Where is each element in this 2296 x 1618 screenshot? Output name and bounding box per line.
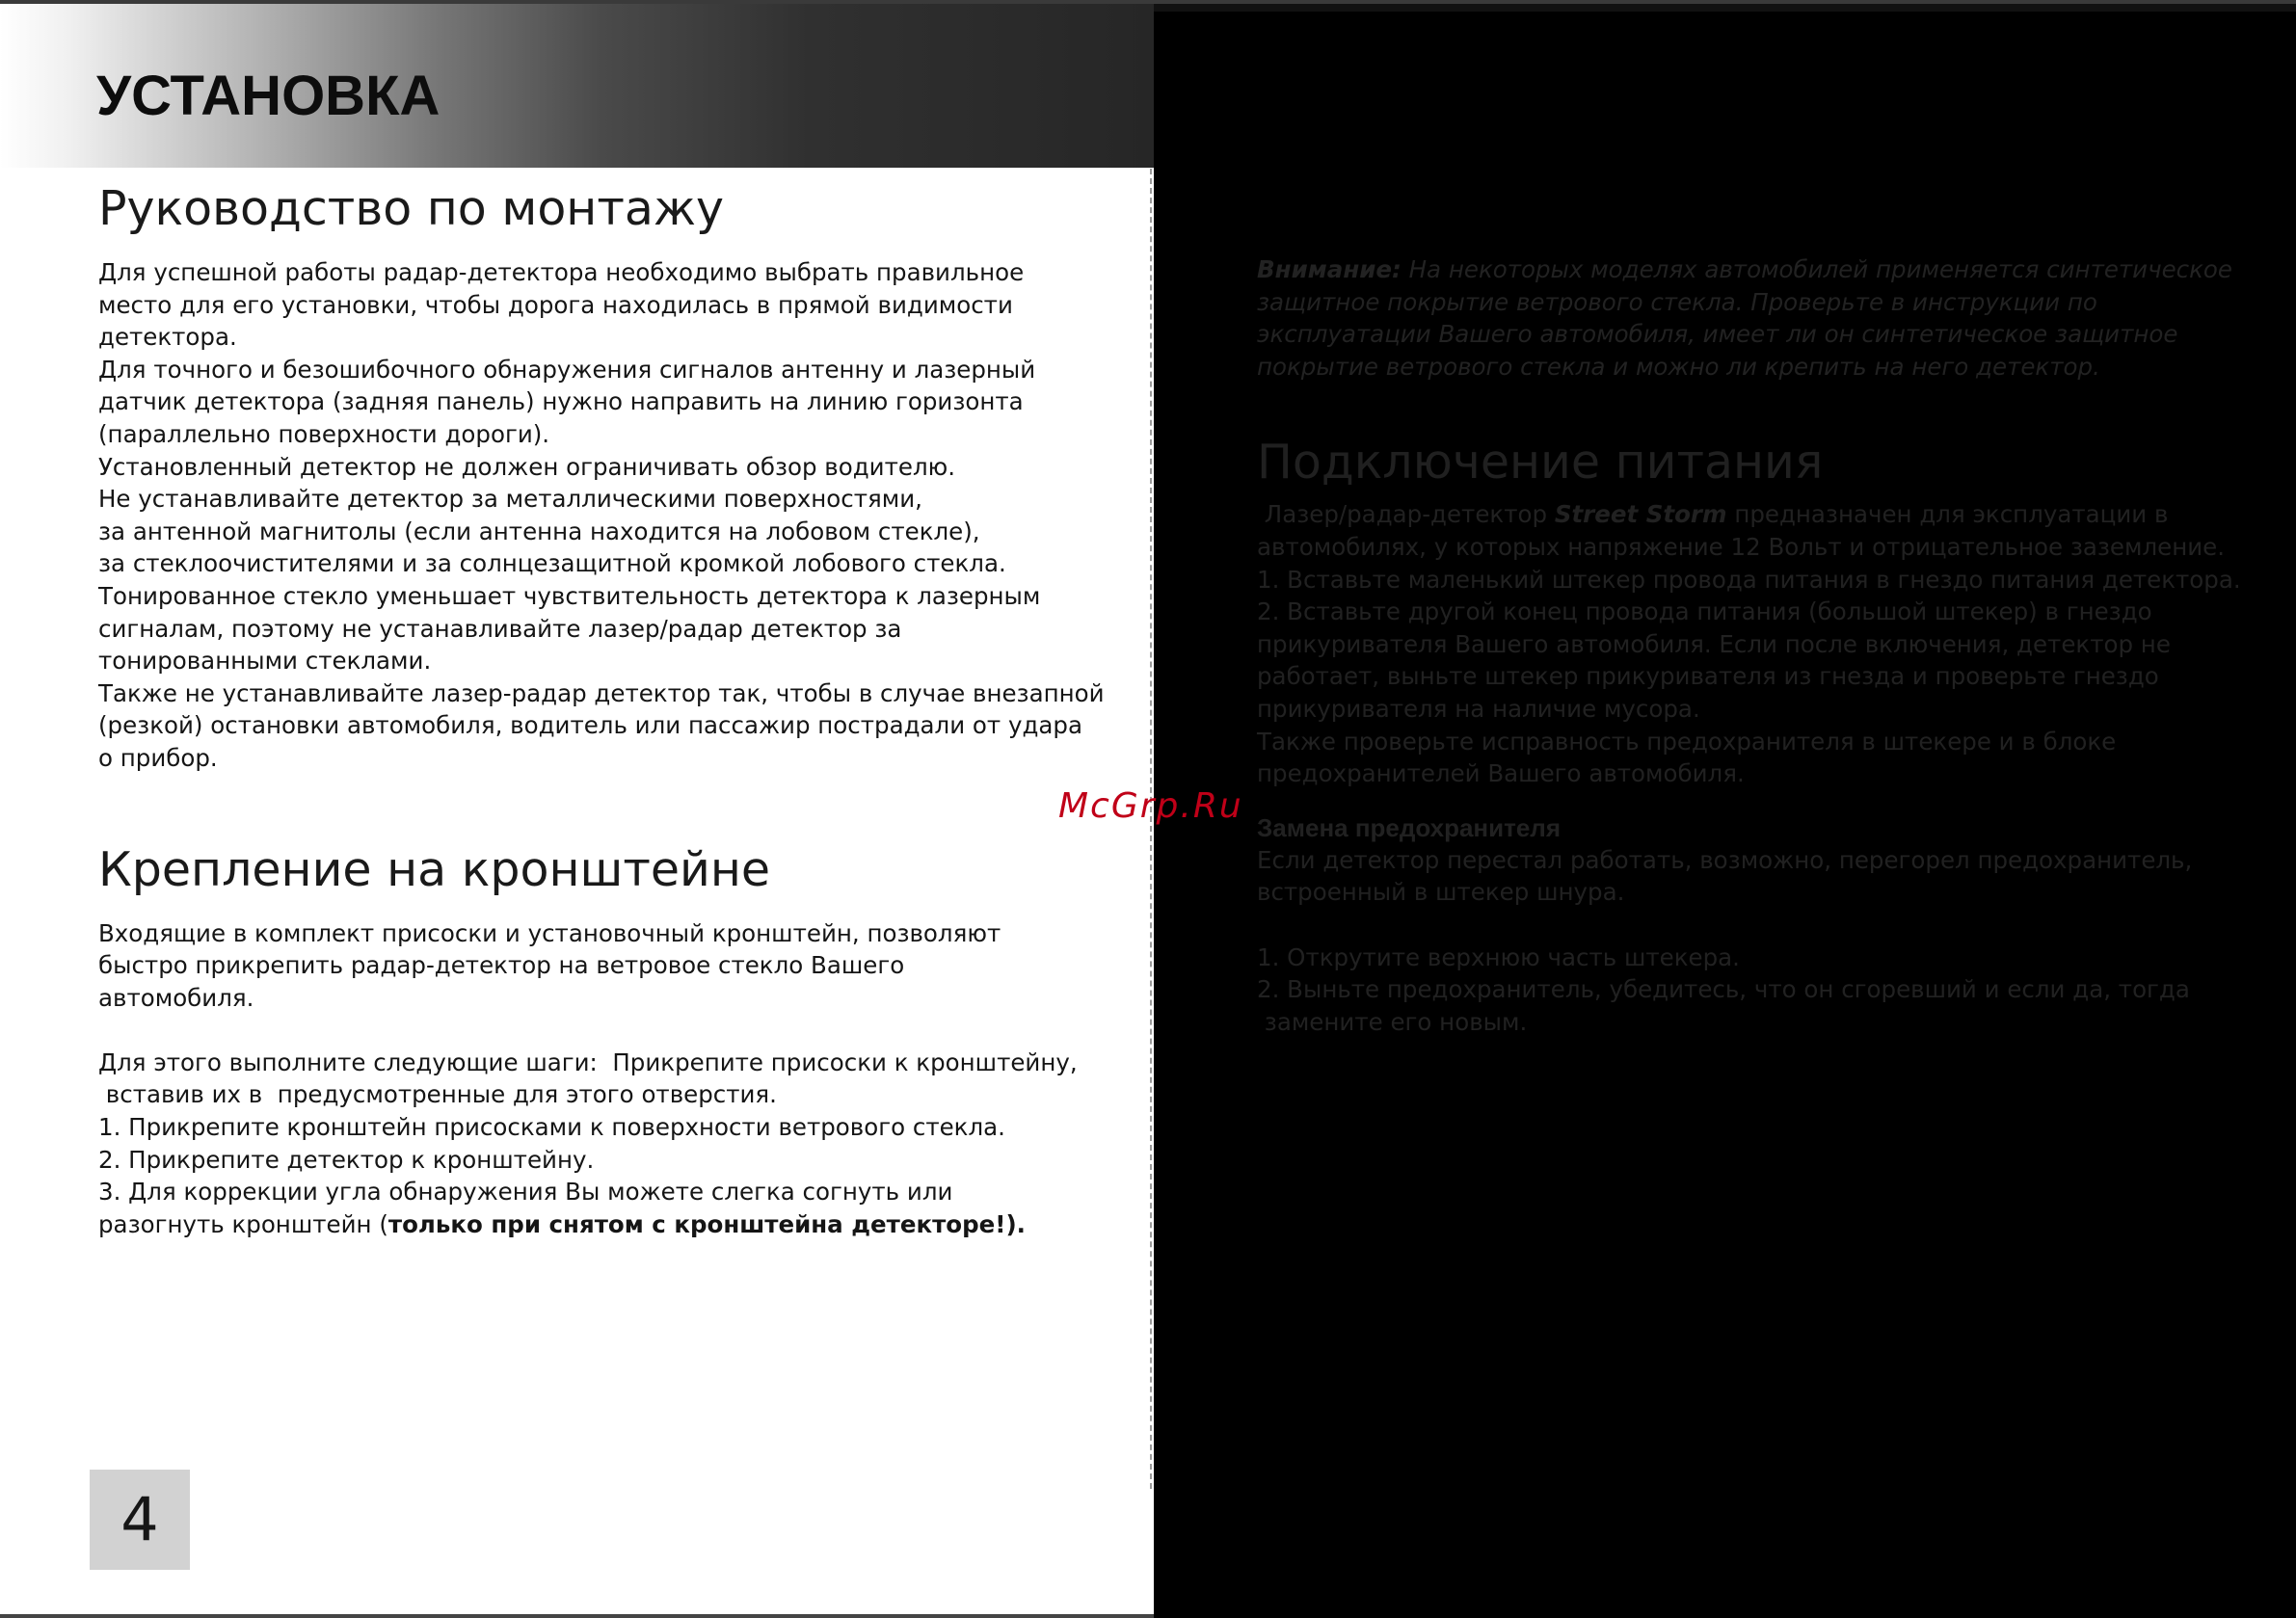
text-line: 2. Выньте предохранитель, убедитесь, что он сгоревший и если да, тогда: [1257, 975, 2190, 1004]
text-line: Для этого выполните следующие шаги: Прикрепите присоски к кронштейну,: [98, 1048, 1078, 1076]
text-line: о прибор.: [98, 743, 218, 772]
mounting-text: [98, 256, 1105, 775]
power-title: Подключение питания: [1257, 435, 1824, 491]
text-line: Для успешной работы радар-детектора необходимо выбрать правильное: [98, 258, 1025, 286]
text-line: Для точного и безошибочного обнаружения сигналов антенну и лазерный: [98, 355, 1036, 384]
mounting-title: Руководство по монтажу: [98, 181, 725, 236]
right-column: [1257, 253, 2269, 1038]
text-line: 1. Вставьте маленький штекер провода питания в гнездо питания детектора.: [1257, 565, 2241, 594]
text-line: 3. Для коррекции угла обнаружения Вы можете слегка согнуть или: [98, 1178, 953, 1207]
left-column: [98, 179, 1105, 1240]
text-line: за стеклоочистителями и за солнцезащитной кромкой лобового стекла.: [98, 549, 1006, 578]
text-line: автомобилях, у которых напряжение 12 Вольт и отрицательное заземление.: [1257, 532, 2226, 561]
text-line: защитное покрытие ветрового стекла. Проверьте в инструкции по: [1257, 287, 2097, 316]
text-line: [1257, 498, 2269, 531]
text-span: Лазер/радар-детектор: [1257, 500, 1555, 529]
text-line: Входящие в комплект присоски и установочный кронштейн, позволяют: [98, 918, 1001, 947]
bracket-intro: [98, 917, 1062, 1015]
page-number-box: [90, 1470, 190, 1570]
text-line: Не устанавливайте детектор за металлическими поверхностями,: [98, 485, 922, 514]
header-band: [0, 4, 1157, 168]
text-line: замените его новым.: [1257, 1007, 1528, 1036]
text-line: [1257, 253, 2269, 286]
text-line: Также не устанавливайте лазер-радар детектор так, чтобы в случае внезапной: [98, 678, 1105, 707]
bottom-border: [0, 1614, 1154, 1618]
text-line: за антенной магнитолы (если антенна находится на лобовом стекле),: [98, 517, 980, 545]
power-text: [1257, 498, 2269, 789]
text-line: (параллельно поверхности дороги).: [98, 419, 550, 448]
text-line: Если детектор перестал работать, возможно, перегорел предохранитель,: [1257, 845, 2193, 874]
fuse-text: [1257, 844, 2269, 1039]
fuse-title: Замена предохранителя: [1257, 812, 1561, 842]
page-title: УСТАНОВКА: [96, 65, 441, 127]
watermark: McGrp.Ru: [1058, 786, 1243, 826]
text-line: Установленный детектор не должен ограничивать обзор водителю.: [98, 452, 956, 481]
text-line: 2. Прикрепите детектор к кронштейну.: [98, 1145, 595, 1174]
text-span: разогнуть кронштейн (: [98, 1209, 388, 1238]
text-span: На некоторых моделях автомобилей применяется синтетическое: [1401, 255, 2232, 283]
right-panel-top: [1154, 4, 2296, 12]
text-line: предохранителей Вашего автомобиля.: [1257, 759, 1745, 788]
text-line: вставив их в предусмотренные для этого отверстия.: [98, 1080, 777, 1109]
bold-warning: только при снятом с кронштейна детекторе!).: [387, 1209, 1026, 1238]
text-line: датчик детектора (задняя панель) нужно направить на линию горизонта: [98, 387, 1024, 416]
text-line: [98, 1208, 1062, 1241]
text-line: сигналам, поэтому не устанавливайте лазер/радар детектор за: [98, 614, 902, 643]
text-line: эксплуатации Вашего автомобиля, имеет ли он синтетическое защитное: [1257, 320, 2178, 349]
text-line: (резкой) остановки автомобиля, водитель или пассажир пострадали от удара: [98, 711, 1082, 740]
text-span: предназначен для эксплуатации в: [1726, 500, 2169, 529]
text-line: Тонированное стекло уменьшает чувствительность детектора к лазерным: [98, 581, 1041, 610]
text-line: Также проверьте исправность предохранителя в штекере и в блоке: [1257, 727, 2117, 756]
text-line: детектора.: [98, 323, 237, 352]
text-line: 1. Прикрепите кронштейн присосками к поверхности ветрового стекла.: [98, 1113, 1005, 1142]
text-line: прикуривателя Вашего автомобиля. Если после включения, детектор не: [1257, 629, 2171, 658]
text-line: 1. Открутите верхнюю часть штекера.: [1257, 942, 1740, 971]
text-line: покрытие ветрового стекла и можно ли крепить на него детектор.: [1257, 352, 2100, 381]
text-line: работает, выньте штекер прикуривателя из гнезда и проверьте гнездо: [1257, 662, 2159, 691]
text-line: быстро прикрепить радар-детектор на ветровое стекло Вашего: [98, 951, 905, 980]
text-line: 2. Вставьте другой конец провода питания (большой штекер) в гнездо: [1257, 597, 2152, 626]
fold-divider: [1150, 169, 1152, 1489]
text-line: автомобиля.: [98, 983, 254, 1012]
page-number: 4: [120, 1484, 159, 1554]
text-line: встроенный в штекер шнура.: [1257, 878, 1625, 907]
text-line: место для его установки, чтобы дорога находилась в прямой видимости: [98, 290, 1013, 319]
brand-name: Street Storm: [1554, 500, 1727, 529]
text-line: прикуривателя на наличие мусора.: [1257, 694, 1700, 723]
bracket-title: Крепление на кронштейне: [98, 841, 771, 897]
attention-label: Внимание:: [1257, 255, 1402, 283]
bracket-steps: [98, 1047, 1078, 1241]
text-line: тонированными стеклами.: [98, 647, 432, 676]
attention-note: [1257, 253, 2269, 383]
